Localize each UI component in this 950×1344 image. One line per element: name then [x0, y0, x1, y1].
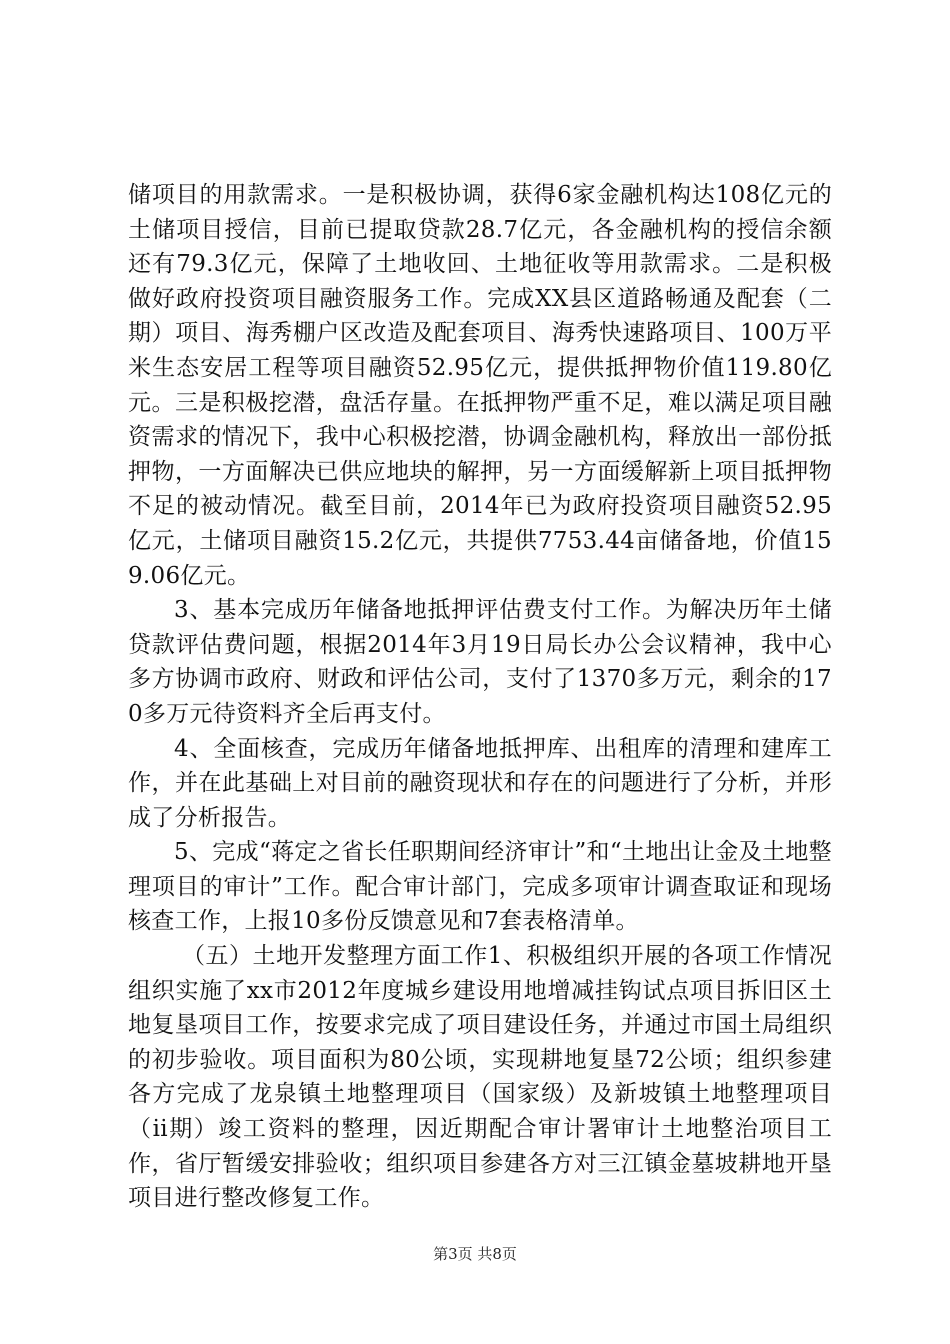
- page-footer: 第3页 共8页: [433, 1245, 517, 1263]
- paragraph-item-5: 5、完成“蒋定之省长任职期间经济审计”和“土地出让金及土地整理项目的审计”工作。配合审计部门，完成多项审计调查取证和现场核查工作，上报10多份反馈意见和7套表格清单。: [128, 839, 832, 935]
- document-body: [128, 178, 832, 1216]
- paragraph-item-4: 4、全面核查，完成历年储备地抵押库、出租库的清理和建库工作，并在此基础上对目前的融资现状和存在的问题进行了分析，并形成了分析报告。: [128, 735, 832, 831]
- paragraph-item-3: 3、基本完成历年储备地抵押评估费支付工作。为解决历年土储贷款评估费问题，根据2014年3月19日局长办公会议精神，我中心多方协调市政府、财政和评估公司，支付了1370多万元，剩余的170多万元待资料齐全后再支付。: [128, 597, 832, 727]
- paragraph-section-5: （五）土地开发整理方面工作1、积极组织开展的各项工作情况组织实施了xx市2012年度城乡建设用地增减挂钩试点项目拆旧区土地复垦项目工作，按要求完成了项目建设任务，并通过市国土局组织的初步验收。项目面积为80公顷，实现耕地复垦72公顷；组织参建各方完成了龙泉镇土地整理项目（国家级）及新坡镇土地整理项目（ii期）竣工资料的整理，因近期配合审计署审计土地整治项目工作，省厅暂缓安排验收；组织项目参建各方对三江镇金墓坡耕地开垦项目进行整改修复工作。: [128, 943, 832, 1212]
- paragraph-financing-continued: 储项目的用款需求。一是积极协调，获得6家金融机构达108亿元的土储项目授信，目前已提取贷款28.7亿元，各金融机构的授信余额还有79.3亿元，保障了土地收回、土地征收等用款需求。二是积极做好政府投资项目融资服务工作。完成XX县区道路畅通及配套（二期）项目、海秀棚户区改造及配套项目、海秀快速路项目、100万平米生态安居工程等项目融资52.95亿元，提供抵押物价值119.80亿元。三是积极挖潜，盘活存量。在抵押物严重不足，难以满足项目融资需求的情况下，我中心积极挖潜，协调金融机构，释放出一部份抵押物，一方面解决已供应地块的解押，另一方面缓解新上项目抵押物不足的被动情况。截至目前，2014年已为政府投资项目融资52.95亿元，土储项目融资15.2亿元，共提供7753.44亩储备地，价值159.06亿元。: [128, 182, 832, 589]
